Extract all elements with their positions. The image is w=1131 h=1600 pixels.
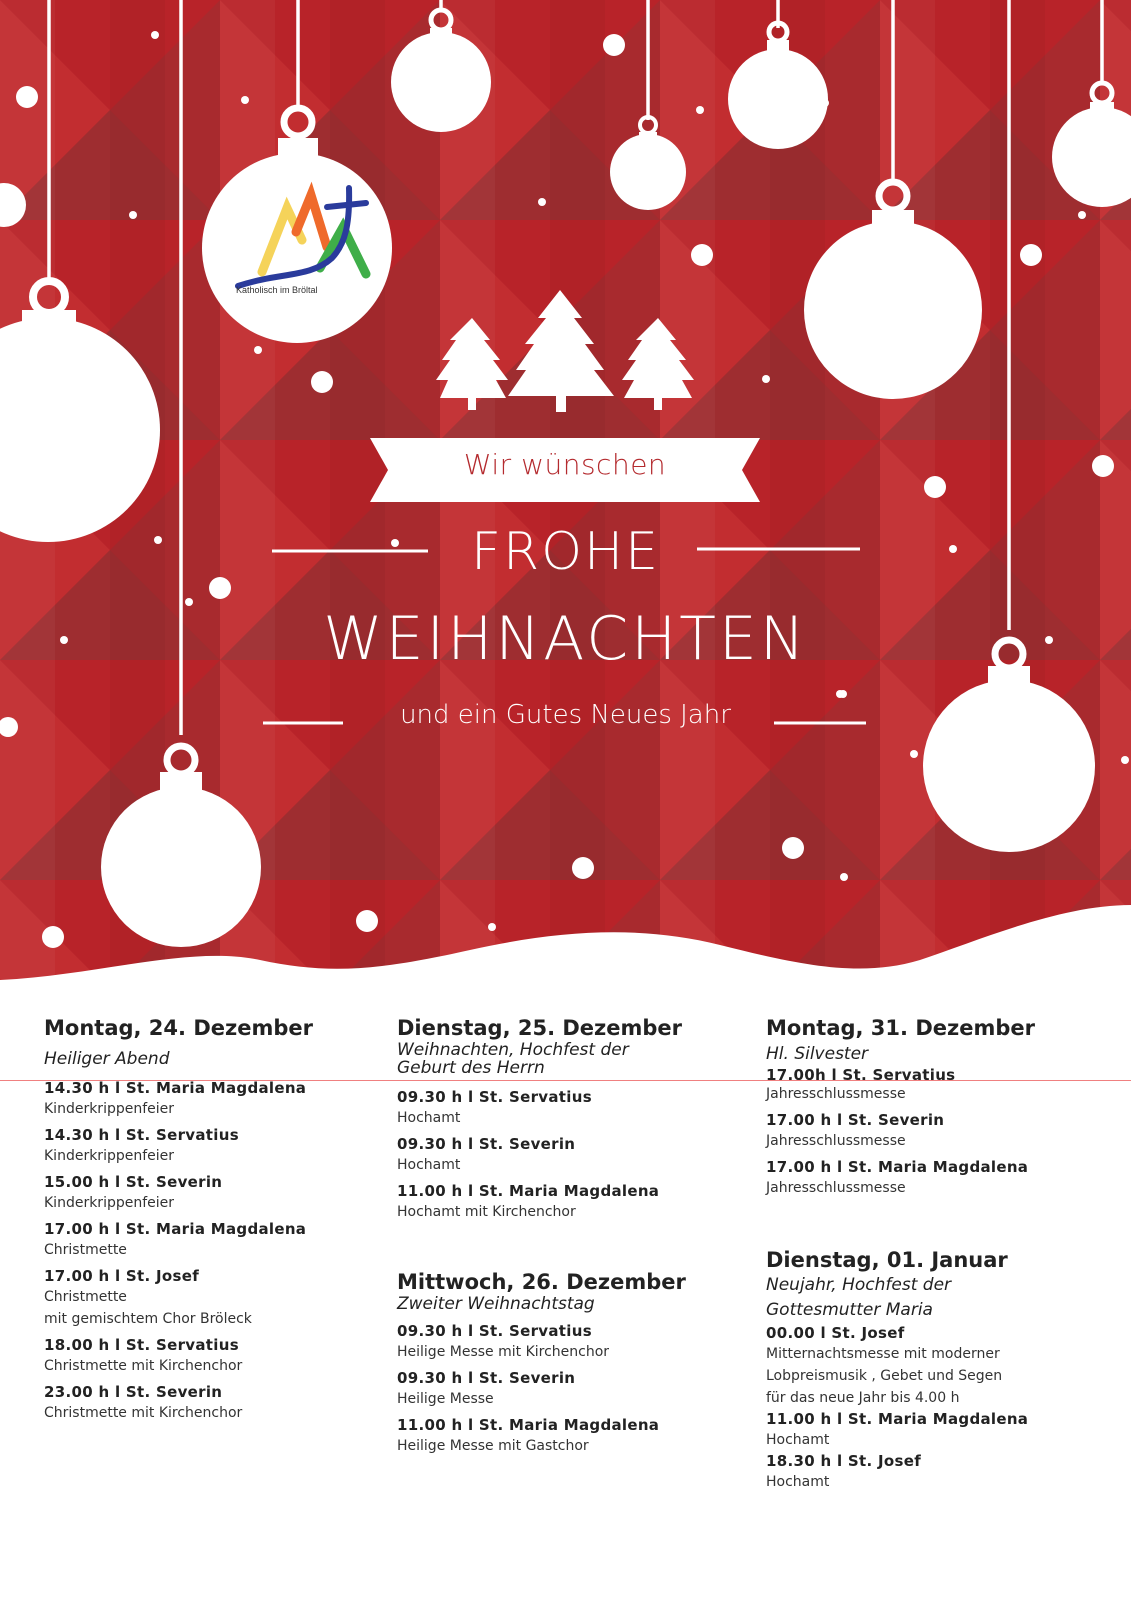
subline-new-year: und ein Gutes Neues Jahr [400,700,731,730]
service-description: Christmette [44,1289,127,1305]
service-time-church: 17.00 h l St. Maria Magdalena [766,1158,1029,1176]
service-description: Jahresschlussmesse [766,1086,906,1102]
service-time-church: 00.00 l St. Josef [766,1324,905,1342]
service-time-church: 18.00 h l St. Servatius [44,1336,239,1354]
day-block-26-dec [397,1269,747,1457]
day-subtitle-line: Neujahr, Hochfest der [766,1275,952,1295]
service-entry [766,1451,1126,1493]
headline-weihnachten: WEIHNACHTEN [323,604,808,674]
service-description: Hochamt [766,1432,830,1448]
service-entry [766,1065,1126,1103]
service-entry [397,1134,747,1176]
service-description: Hochamt [397,1157,461,1173]
service-time-church: 14.30 h l St. Maria Magdalena [44,1079,307,1097]
day-title: Mittwoch, 26. Dezember [397,1270,686,1294]
service-time-church: 11.00 h l St. Maria Magdalena [397,1416,660,1434]
service-time-church: 15.00 h l St. Severin [44,1173,223,1191]
service-entry [766,1110,1126,1152]
service-entry [44,1266,374,1330]
service-description: Mitternachtsmesse mit moderner [766,1346,1000,1362]
logo-caption: Katholisch im Bröltal [236,285,318,295]
service-description: Jahresschlussmesse [766,1180,906,1196]
service-time-church: 18.30 h l St. Josef [766,1452,922,1470]
banner-text: Wir wünschen [463,448,667,481]
service-entry [397,1415,747,1457]
day-subtitle: Hl. Silvester [766,1044,869,1064]
service-description: Kinderkrippenfeier [44,1195,175,1211]
service-time-church: 09.30 h l St. Servatius [397,1322,592,1340]
service-description: Heilige Messe mit Kirchenchor [397,1344,610,1360]
service-time-church: 17.00 h l St. Severin [766,1111,945,1129]
service-time-church: 23.00 h l St. Severin [44,1383,223,1401]
day-title: Dienstag, 01. Januar [766,1248,1008,1272]
schedule-column-3 [766,1015,1126,1493]
service-description: Kinderkrippenfeier [44,1101,175,1117]
service-entry [44,1219,374,1261]
service-time-church: 11.00 h l St. Maria Magdalena [766,1410,1029,1428]
day-title: Montag, 31. Dezember [766,1016,1035,1040]
service-description: Hochamt mit Kirchenchor [397,1204,576,1220]
day-subtitle: Zweiter Weihnachtstag [397,1294,595,1314]
service-time-church: 09.30 h l St. Severin [397,1369,576,1387]
schedule-column-1 [44,1015,374,1424]
service-description: Christmette mit Kirchenchor [44,1358,243,1374]
service-description: Lobpreismusik , Gebet und Segen [766,1368,1003,1384]
service-entry [44,1078,374,1120]
service-time-church: 17.00h l St. Servatius [766,1066,956,1084]
day-block-25-dec [397,1015,747,1223]
day-title: Montag, 24. Dezember [44,1016,313,1040]
service-time-church: 17.00 h l St. Josef [44,1267,200,1285]
service-description: Hochamt [397,1110,461,1126]
service-time-church: 17.00 h l St. Maria Magdalena [44,1220,307,1238]
service-description: Jahresschlussmesse [766,1133,906,1149]
service-entry [44,1172,374,1214]
service-entry [766,1323,1126,1409]
service-description: Heilige Messe mit Gastchor [397,1438,589,1454]
day-subtitle-line: Geburt des Herrn [397,1058,545,1078]
service-entry [397,1368,747,1410]
schedule-column-2 [397,1015,747,1457]
service-description: Heilige Messe [397,1391,494,1407]
service-entry [766,1409,1126,1451]
day-block-31-dec [766,1015,1126,1199]
banner-ribbon [370,438,760,502]
service-entry [44,1125,374,1167]
service-entry [397,1181,747,1223]
service-entry [44,1335,374,1377]
service-description: Christmette mit Kirchenchor [44,1405,243,1421]
service-time-church: 14.30 h l St. Servatius [44,1126,239,1144]
service-time-church: 11.00 h l St. Maria Magdalena [397,1182,660,1200]
day-subtitle: Heiliger Abend [44,1049,170,1069]
service-entry [766,1157,1126,1199]
day-subtitle-line: Weihnachten, Hochfest der [397,1040,629,1060]
service-description: Hochamt [766,1474,830,1490]
day-block-01-jan [766,1247,1126,1493]
service-description: mit gemischtem Chor Bröleck [44,1311,252,1327]
service-description: Christmette [44,1242,127,1258]
day-title: Dienstag, 25. Dezember [397,1016,683,1040]
day-subtitle-line: Gottesmutter Maria [766,1300,933,1320]
service-entry [44,1382,374,1424]
service-entry [397,1321,747,1363]
service-description: Kinderkrippenfeier [44,1148,175,1164]
service-time-church: 09.30 h l St. Severin [397,1135,576,1153]
service-time-church: 09.30 h l St. Servatius [397,1088,592,1106]
headline-frohe: FROHE [471,522,660,582]
service-entry [397,1087,747,1129]
day-block-24-dec [44,1015,374,1424]
service-description: für das neue Jahr bis 4.00 h [766,1390,960,1406]
